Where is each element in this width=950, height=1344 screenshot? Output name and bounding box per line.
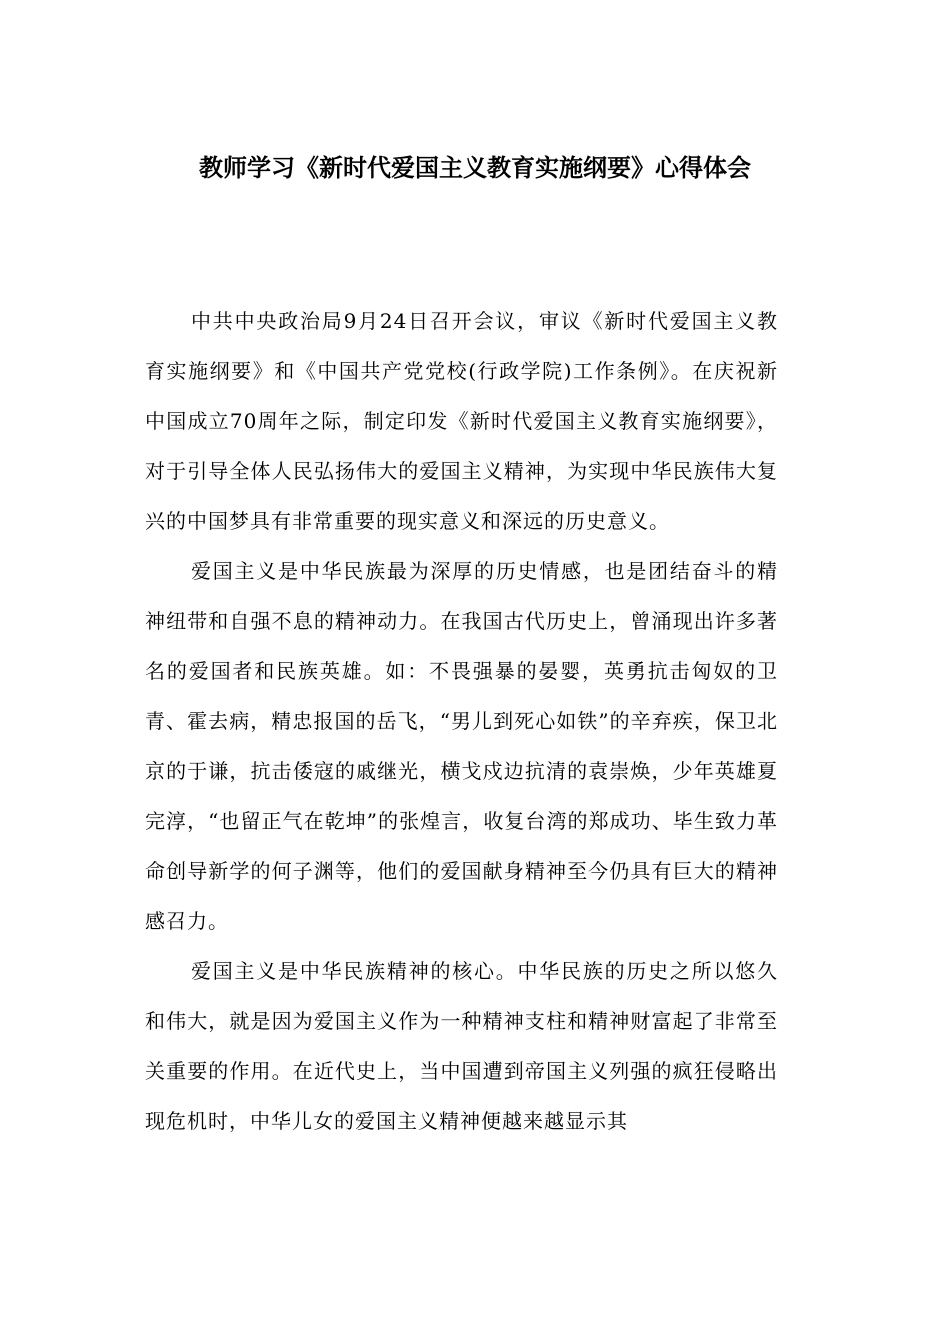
paragraph: 中共中央政治局9月24日召开会议，审议《新时代爱国主义教育实施纲要》和《中国共产党党校(行政学院)工作条例》。在庆祝新中国成立70周年之际，制定印发《新时代爱国主义教育实施纲要》，对于引导全体人民弘扬伟大的爱国主义精神，为实现中华民族伟大复兴的中国梦具有非常重要的现实意义和深远的历史意义。 [145,309,778,533]
document-body [145,296,778,1146]
paragraph: 爱国主义是中华民族最为深厚的历史情感，也是团结奋斗的精神纽带和自强不息的精神动力。在我国古代历史上，曾涌现出许多著名的爱国者和民族英雄。如：不畏强暴的晏婴，英勇抗击匈奴的卫青、霍去病，精忠报国的岳飞，“男儿到死心如铁”的辛弃疾，保卫北京的于谦，抗击倭寇的戚继光，横戈戍边抗清的袁崇焕，少年英雄夏完淳，“也留正气在乾坤”的张煌言，收复台湾的郑成功、毕生致力革命创导新学的何子渊等，他们的爱国献身精神至今仍具有巨大的精神感召力。 [145,559,778,933]
paragraph: 爱国主义是中华民族精神的核心。中华民族的历史之所以悠久和伟大，就是因为爱国主义作为一种精神支柱和精神财富起了非常至关重要的作用。在近代史上，当中国遭到帝国主义列强的疯狂侵略出现危机时，中华儿女的爱国主义精神便越来越显示其 [145,959,778,1133]
document-title: 教师学习《新时代爱国主义教育实施纲要》心得体会 [199,154,751,182]
